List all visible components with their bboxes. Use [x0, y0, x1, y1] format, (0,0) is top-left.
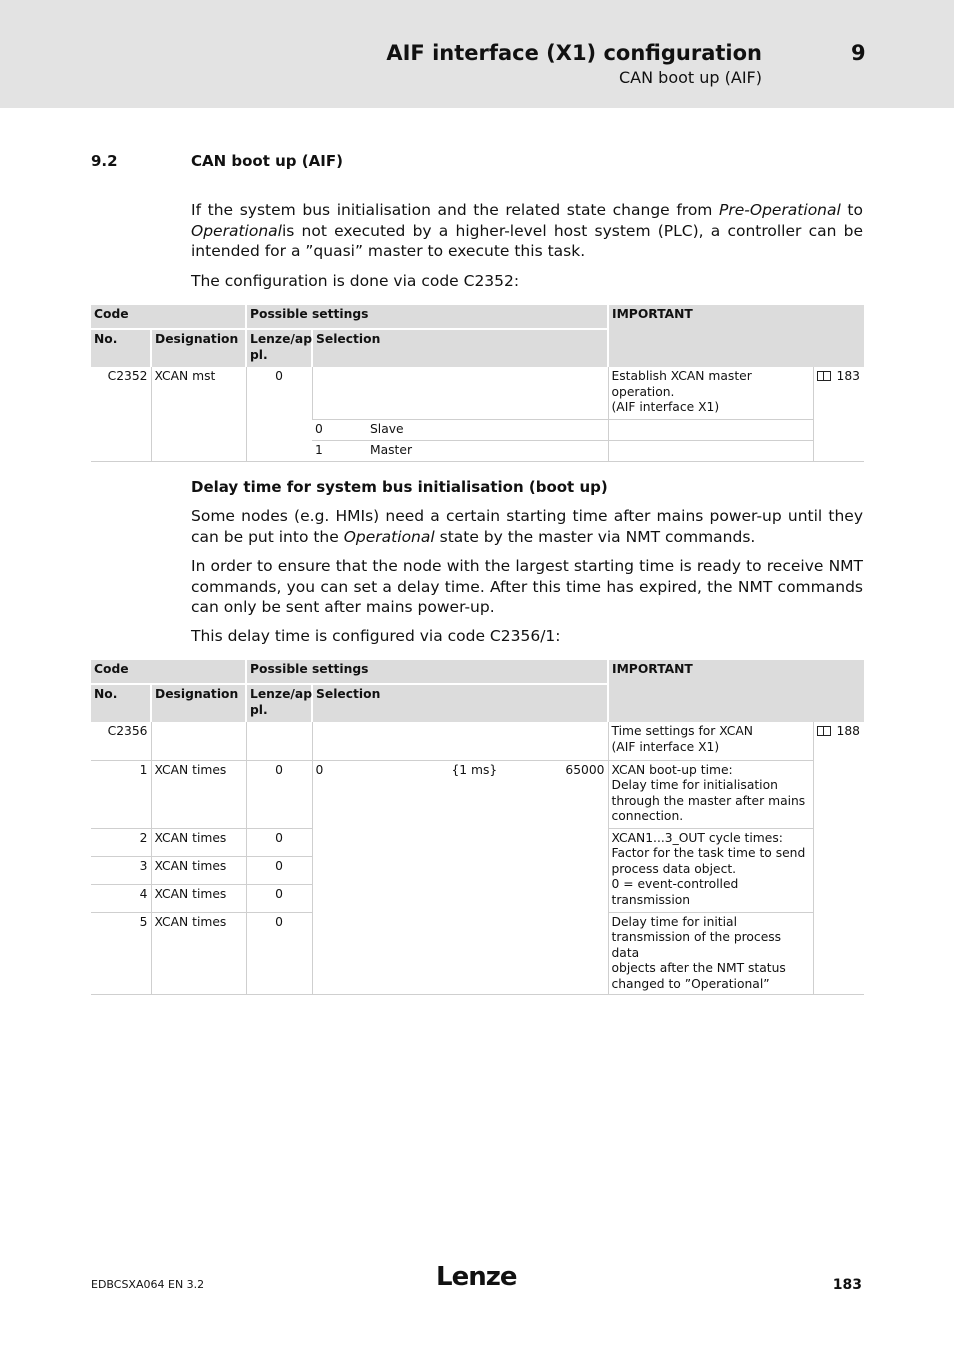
header-important: IMPORTANT	[608, 305, 864, 367]
lenze-logo: Lenze	[436, 1262, 517, 1292]
chapter-number: 9	[851, 41, 866, 65]
option-slave: 0 Slave	[312, 419, 608, 440]
delay-heading: Delay time for system bus initialisation (boot up)	[191, 478, 608, 496]
code-lenze: 0	[246, 367, 312, 461]
code-no: C2352	[91, 367, 151, 461]
header-code: Code	[91, 660, 246, 684]
table-row: 1 XCAN times 0 0 {1 ms} 65000 XCAN boot-up time: Delay time for initialisation through the master after mains connection.	[91, 760, 864, 828]
note-initial-transmission: Delay time for initial transmission of the process data objects after the NMT status changed to ”Operational”	[608, 912, 813, 995]
header-selection: Selection	[312, 329, 608, 367]
delay-paragraph-1: Some nodes (e.g. HMIs) need a certain starting time after mains power-up until they can be put into the Operational state by the master via NMT commands.	[191, 507, 863, 546]
header-designation: Designation	[151, 329, 246, 367]
book-icon	[817, 726, 831, 736]
header-selection: Selection	[312, 684, 608, 722]
header-no: No.	[91, 684, 151, 722]
delay-paragraph-3: This delay time is configured via code C2356/1:	[191, 627, 561, 645]
delay-paragraph-2: In order to ensure that the node with the largest starting time is ready to receive NMT commands, you can set a delay time. After this time has expired, the NMT commands can only be sent after mains power-up.	[191, 557, 863, 616]
intro-paragraph: If the system bus initialisation and the related state change from Pre-Operational to Operationalis not executed by a higher-level host system (PLC), a controller can be intended for a ”quasi” master to execute this task.	[191, 201, 863, 260]
chapter-subtitle: CAN boot up (AIF)	[619, 68, 762, 87]
chapter-title: AIF interface (X1) configuration	[386, 41, 762, 65]
option-master: 1 Master	[312, 440, 608, 461]
table-row: 3 XCAN times 0	[91, 856, 864, 884]
header-no: No.	[91, 329, 151, 367]
code-table-c2352	[91, 305, 864, 462]
header-lenze: Lenze/ap pl.	[246, 329, 312, 367]
table-row: 2 XCAN times 0 XCAN1...3_OUT cycle times: Factor for the task time to send process data object. 0 = event-controlled transmission	[91, 828, 864, 856]
important-note: Time settings for XCAN (AIF interface X1)	[608, 722, 813, 760]
header-lenze: Lenze/ap pl.	[246, 684, 312, 722]
header-possible-settings: Possible settings	[246, 305, 608, 329]
note-boot-up: XCAN boot-up time: Delay time for initialisation through the master after mains connection.	[608, 760, 813, 828]
page-reference: 188	[813, 722, 864, 995]
code-designation: XCAN mst	[151, 367, 246, 461]
selection-range: 0 {1 ms} 65000	[312, 760, 608, 995]
header-designation: Designation	[151, 684, 246, 722]
section-title: CAN boot up (AIF)	[191, 152, 343, 170]
note-cycle-times: XCAN1...3_OUT cycle times: Factor for the task time to send process data object. 0 = event-controlled transmission	[608, 828, 813, 912]
table-row: 5 XCAN times 0 Delay time for initial transmission of the process data objects after the NMT status changed to ”Operational”	[91, 912, 864, 995]
code-table-c2356	[91, 660, 864, 995]
important-note: Establish XCAN master operation. (AIF interface X1)	[608, 367, 813, 419]
intro-config-note: The configuration is done via code C2352:	[191, 272, 520, 290]
code-no: C2356	[91, 722, 151, 760]
page-header	[0, 0, 954, 108]
table-row: 4 XCAN times 0	[91, 884, 864, 912]
header-important: IMPORTANT	[608, 660, 864, 722]
page-reference: 183	[813, 367, 864, 461]
document-code: EDBCSXA064 EN 3.2	[91, 1278, 205, 1291]
header-code: Code	[91, 305, 246, 329]
book-icon	[817, 371, 831, 381]
section-number: 9.2	[91, 152, 118, 170]
header-possible-settings: Possible settings	[246, 660, 608, 684]
page-number: 183	[832, 1277, 862, 1293]
